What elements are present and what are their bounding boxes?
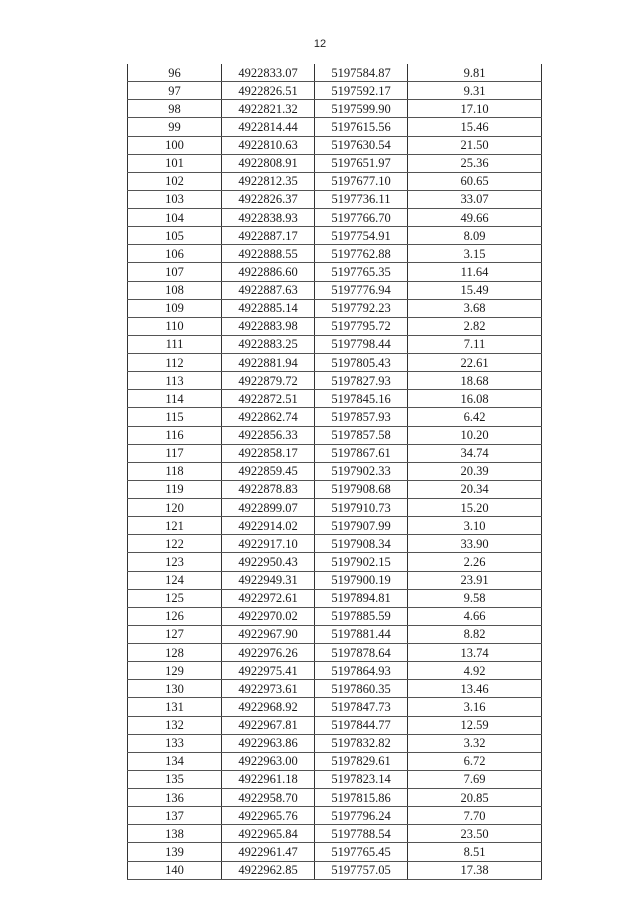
y-coordinate-cell: 5197857.93	[315, 408, 408, 426]
table-row	[128, 571, 542, 589]
x-coordinate-cell: 4922883.25	[222, 335, 315, 353]
distance-cell: 20.39	[408, 462, 542, 480]
table-row	[128, 190, 542, 208]
table-row	[128, 825, 542, 843]
point-number-cell: 125	[128, 589, 222, 607]
distance-cell: 12.59	[408, 716, 542, 734]
distance-cell: 6.72	[408, 752, 542, 770]
y-coordinate-cell: 5197885.59	[315, 607, 408, 625]
table-row	[128, 64, 542, 82]
point-number-cell: 108	[128, 281, 222, 299]
y-coordinate-cell: 5197762.88	[315, 245, 408, 263]
point-number-cell: 99	[128, 118, 222, 136]
point-number-cell: 106	[128, 245, 222, 263]
y-coordinate-cell: 5197754.91	[315, 227, 408, 245]
distance-cell: 17.10	[408, 100, 542, 118]
distance-cell: 60.65	[408, 172, 542, 190]
x-coordinate-cell: 4922914.02	[222, 517, 315, 535]
point-number-cell: 117	[128, 444, 222, 462]
y-coordinate-cell: 5197907.99	[315, 517, 408, 535]
point-number-cell: 130	[128, 680, 222, 698]
y-coordinate-cell: 5197651.97	[315, 154, 408, 172]
point-number-cell: 96	[128, 64, 222, 82]
y-coordinate-cell: 5197792.23	[315, 299, 408, 317]
x-coordinate-cell: 4922881.94	[222, 354, 315, 372]
x-coordinate-cell: 4922814.44	[222, 118, 315, 136]
point-number-cell: 121	[128, 517, 222, 535]
x-coordinate-cell: 4922826.37	[222, 190, 315, 208]
y-coordinate-cell: 5197788.54	[315, 825, 408, 843]
table-row	[128, 245, 542, 263]
distance-cell: 3.10	[408, 517, 542, 535]
table-row	[128, 625, 542, 643]
table-row	[128, 607, 542, 625]
distance-cell: 33.07	[408, 190, 542, 208]
distance-cell: 7.70	[408, 807, 542, 825]
point-number-cell: 97	[128, 82, 222, 100]
table-row	[128, 861, 542, 879]
x-coordinate-cell: 4922856.33	[222, 426, 315, 444]
point-number-cell: 114	[128, 390, 222, 408]
y-coordinate-cell: 5197867.61	[315, 444, 408, 462]
table-row	[128, 662, 542, 680]
point-number-cell: 113	[128, 372, 222, 390]
y-coordinate-cell: 5197765.35	[315, 263, 408, 281]
x-coordinate-cell: 4922958.70	[222, 789, 315, 807]
x-coordinate-cell: 4922862.74	[222, 408, 315, 426]
table-row	[128, 716, 542, 734]
table-row	[128, 136, 542, 154]
x-coordinate-cell: 4922812.35	[222, 172, 315, 190]
coordinates-table	[127, 64, 542, 880]
x-coordinate-cell: 4922821.32	[222, 100, 315, 118]
table-row	[128, 82, 542, 100]
distance-cell: 11.64	[408, 263, 542, 281]
y-coordinate-cell: 5197592.17	[315, 82, 408, 100]
x-coordinate-cell: 4922878.83	[222, 480, 315, 498]
distance-cell: 8.51	[408, 843, 542, 861]
y-coordinate-cell: 5197881.44	[315, 625, 408, 643]
x-coordinate-cell: 4922976.26	[222, 644, 315, 662]
point-number-cell: 101	[128, 154, 222, 172]
y-coordinate-cell: 5197845.16	[315, 390, 408, 408]
table-row	[128, 263, 542, 281]
y-coordinate-cell: 5197857.58	[315, 426, 408, 444]
y-coordinate-cell: 5197798.44	[315, 335, 408, 353]
distance-cell: 13.46	[408, 680, 542, 698]
x-coordinate-cell: 4922950.43	[222, 553, 315, 571]
distance-cell: 3.68	[408, 299, 542, 317]
distance-cell: 3.16	[408, 698, 542, 716]
x-coordinate-cell: 4922965.76	[222, 807, 315, 825]
point-number-cell: 105	[128, 227, 222, 245]
table-row	[128, 372, 542, 390]
distance-cell: 9.58	[408, 589, 542, 607]
x-coordinate-cell: 4922858.17	[222, 444, 315, 462]
x-coordinate-cell: 4922961.18	[222, 770, 315, 788]
distance-cell: 21.50	[408, 136, 542, 154]
y-coordinate-cell: 5197766.70	[315, 209, 408, 227]
x-coordinate-cell: 4922973.61	[222, 680, 315, 698]
x-coordinate-cell: 4922975.41	[222, 662, 315, 680]
point-number-cell: 133	[128, 734, 222, 752]
point-number-cell: 120	[128, 499, 222, 517]
distance-cell: 6.42	[408, 408, 542, 426]
x-coordinate-cell: 4922838.93	[222, 209, 315, 227]
distance-cell: 9.81	[408, 64, 542, 82]
table-row	[128, 118, 542, 136]
point-number-cell: 109	[128, 299, 222, 317]
distance-cell: 18.68	[408, 372, 542, 390]
table-row	[128, 444, 542, 462]
y-coordinate-cell: 5197815.86	[315, 789, 408, 807]
table-row	[128, 281, 542, 299]
distance-cell: 25.36	[408, 154, 542, 172]
distance-cell: 8.82	[408, 625, 542, 643]
distance-cell: 15.46	[408, 118, 542, 136]
point-number-cell: 98	[128, 100, 222, 118]
y-coordinate-cell: 5197860.35	[315, 680, 408, 698]
x-coordinate-cell: 4922963.00	[222, 752, 315, 770]
point-number-cell: 136	[128, 789, 222, 807]
y-coordinate-cell: 5197878.64	[315, 644, 408, 662]
x-coordinate-cell: 4922965.84	[222, 825, 315, 843]
table-body	[128, 64, 542, 879]
point-number-cell: 118	[128, 462, 222, 480]
y-coordinate-cell: 5197757.05	[315, 861, 408, 879]
x-coordinate-cell: 4922887.63	[222, 281, 315, 299]
table-row	[128, 154, 542, 172]
y-coordinate-cell: 5197736.11	[315, 190, 408, 208]
point-number-cell: 137	[128, 807, 222, 825]
y-coordinate-cell: 5197902.33	[315, 462, 408, 480]
y-coordinate-cell: 5197864.93	[315, 662, 408, 680]
y-coordinate-cell: 5197765.45	[315, 843, 408, 861]
table-row	[128, 589, 542, 607]
distance-cell: 49.66	[408, 209, 542, 227]
x-coordinate-cell: 4922879.72	[222, 372, 315, 390]
distance-cell: 4.66	[408, 607, 542, 625]
point-number-cell: 116	[128, 426, 222, 444]
table-row	[128, 354, 542, 372]
distance-cell: 15.20	[408, 499, 542, 517]
point-number-cell: 119	[128, 480, 222, 498]
table-row	[128, 535, 542, 553]
point-number-cell: 115	[128, 408, 222, 426]
x-coordinate-cell: 4922833.07	[222, 64, 315, 82]
distance-cell: 20.34	[408, 480, 542, 498]
point-number-cell: 102	[128, 172, 222, 190]
y-coordinate-cell: 5197829.61	[315, 752, 408, 770]
x-coordinate-cell: 4922967.81	[222, 716, 315, 734]
table-row	[128, 299, 542, 317]
y-coordinate-cell: 5197796.24	[315, 807, 408, 825]
table-row	[128, 770, 542, 788]
y-coordinate-cell: 5197795.72	[315, 317, 408, 335]
table-row	[128, 480, 542, 498]
distance-cell: 23.50	[408, 825, 542, 843]
distance-cell: 33.90	[408, 535, 542, 553]
x-coordinate-cell: 4922963.86	[222, 734, 315, 752]
x-coordinate-cell: 4922859.45	[222, 462, 315, 480]
x-coordinate-cell: 4922967.90	[222, 625, 315, 643]
distance-cell: 2.82	[408, 317, 542, 335]
distance-cell: 23.91	[408, 571, 542, 589]
distance-cell: 22.61	[408, 354, 542, 372]
y-coordinate-cell: 5197776.94	[315, 281, 408, 299]
y-coordinate-cell: 5197902.15	[315, 553, 408, 571]
table-row	[128, 517, 542, 535]
y-coordinate-cell: 5197894.81	[315, 589, 408, 607]
point-number-cell: 124	[128, 571, 222, 589]
table-row	[128, 734, 542, 752]
point-number-cell: 123	[128, 553, 222, 571]
y-coordinate-cell: 5197584.87	[315, 64, 408, 82]
point-number-cell: 110	[128, 317, 222, 335]
point-number-cell: 107	[128, 263, 222, 281]
y-coordinate-cell: 5197910.73	[315, 499, 408, 517]
table-row	[128, 317, 542, 335]
distance-cell: 16.08	[408, 390, 542, 408]
y-coordinate-cell: 5197844.77	[315, 716, 408, 734]
table-row	[128, 390, 542, 408]
distance-cell: 3.15	[408, 245, 542, 263]
x-coordinate-cell: 4922872.51	[222, 390, 315, 408]
table-row	[128, 843, 542, 861]
distance-cell: 9.31	[408, 82, 542, 100]
y-coordinate-cell: 5197630.54	[315, 136, 408, 154]
x-coordinate-cell: 4922899.07	[222, 499, 315, 517]
x-coordinate-cell: 4922883.98	[222, 317, 315, 335]
table-row	[128, 209, 542, 227]
distance-cell: 17.38	[408, 861, 542, 879]
distance-cell: 4.92	[408, 662, 542, 680]
y-coordinate-cell: 5197677.10	[315, 172, 408, 190]
x-coordinate-cell: 4922808.91	[222, 154, 315, 172]
point-number-cell: 129	[128, 662, 222, 680]
table-row	[128, 408, 542, 426]
point-number-cell: 140	[128, 861, 222, 879]
table-row	[128, 789, 542, 807]
table-row	[128, 227, 542, 245]
point-number-cell: 128	[128, 644, 222, 662]
y-coordinate-cell: 5197827.93	[315, 372, 408, 390]
distance-cell: 34.74	[408, 444, 542, 462]
distance-cell: 3.32	[408, 734, 542, 752]
x-coordinate-cell: 4922888.55	[222, 245, 315, 263]
distance-cell: 8.09	[408, 227, 542, 245]
point-number-cell: 126	[128, 607, 222, 625]
table-row	[128, 426, 542, 444]
x-coordinate-cell: 4922970.02	[222, 607, 315, 625]
x-coordinate-cell: 4922885.14	[222, 299, 315, 317]
point-number-cell: 104	[128, 209, 222, 227]
x-coordinate-cell: 4922810.63	[222, 136, 315, 154]
x-coordinate-cell: 4922968.92	[222, 698, 315, 716]
x-coordinate-cell: 4922972.61	[222, 589, 315, 607]
x-coordinate-cell: 4922826.51	[222, 82, 315, 100]
point-number-cell: 112	[128, 354, 222, 372]
table-row	[128, 752, 542, 770]
point-number-cell: 131	[128, 698, 222, 716]
table-row	[128, 499, 542, 517]
page-number: 12	[313, 38, 327, 50]
distance-cell: 7.69	[408, 770, 542, 788]
table-row	[128, 644, 542, 662]
x-coordinate-cell: 4922962.85	[222, 861, 315, 879]
distance-cell: 10.20	[408, 426, 542, 444]
point-number-cell: 139	[128, 843, 222, 861]
y-coordinate-cell: 5197847.73	[315, 698, 408, 716]
table-row	[128, 100, 542, 118]
table-row	[128, 680, 542, 698]
point-number-cell: 132	[128, 716, 222, 734]
distance-cell: 20.85	[408, 789, 542, 807]
x-coordinate-cell: 4922917.10	[222, 535, 315, 553]
table-row	[128, 462, 542, 480]
distance-cell: 7.11	[408, 335, 542, 353]
y-coordinate-cell: 5197908.34	[315, 535, 408, 553]
y-coordinate-cell: 5197908.68	[315, 480, 408, 498]
table-row	[128, 807, 542, 825]
y-coordinate-cell: 5197615.56	[315, 118, 408, 136]
x-coordinate-cell: 4922949.31	[222, 571, 315, 589]
y-coordinate-cell: 5197823.14	[315, 770, 408, 788]
distance-cell: 15.49	[408, 281, 542, 299]
point-number-cell: 127	[128, 625, 222, 643]
point-number-cell: 111	[128, 335, 222, 353]
y-coordinate-cell: 5197599.90	[315, 100, 408, 118]
x-coordinate-cell: 4922961.47	[222, 843, 315, 861]
point-number-cell: 135	[128, 770, 222, 788]
y-coordinate-cell: 5197805.43	[315, 354, 408, 372]
point-number-cell: 138	[128, 825, 222, 843]
table-row	[128, 553, 542, 571]
y-coordinate-cell: 5197900.19	[315, 571, 408, 589]
table-row	[128, 172, 542, 190]
table-row	[128, 698, 542, 716]
x-coordinate-cell: 4922887.17	[222, 227, 315, 245]
point-number-cell: 134	[128, 752, 222, 770]
y-coordinate-cell: 5197832.82	[315, 734, 408, 752]
point-number-cell: 103	[128, 190, 222, 208]
distance-cell: 13.74	[408, 644, 542, 662]
distance-cell: 2.26	[408, 553, 542, 571]
x-coordinate-cell: 4922886.60	[222, 263, 315, 281]
point-number-cell: 122	[128, 535, 222, 553]
table-row	[128, 335, 542, 353]
point-number-cell: 100	[128, 136, 222, 154]
